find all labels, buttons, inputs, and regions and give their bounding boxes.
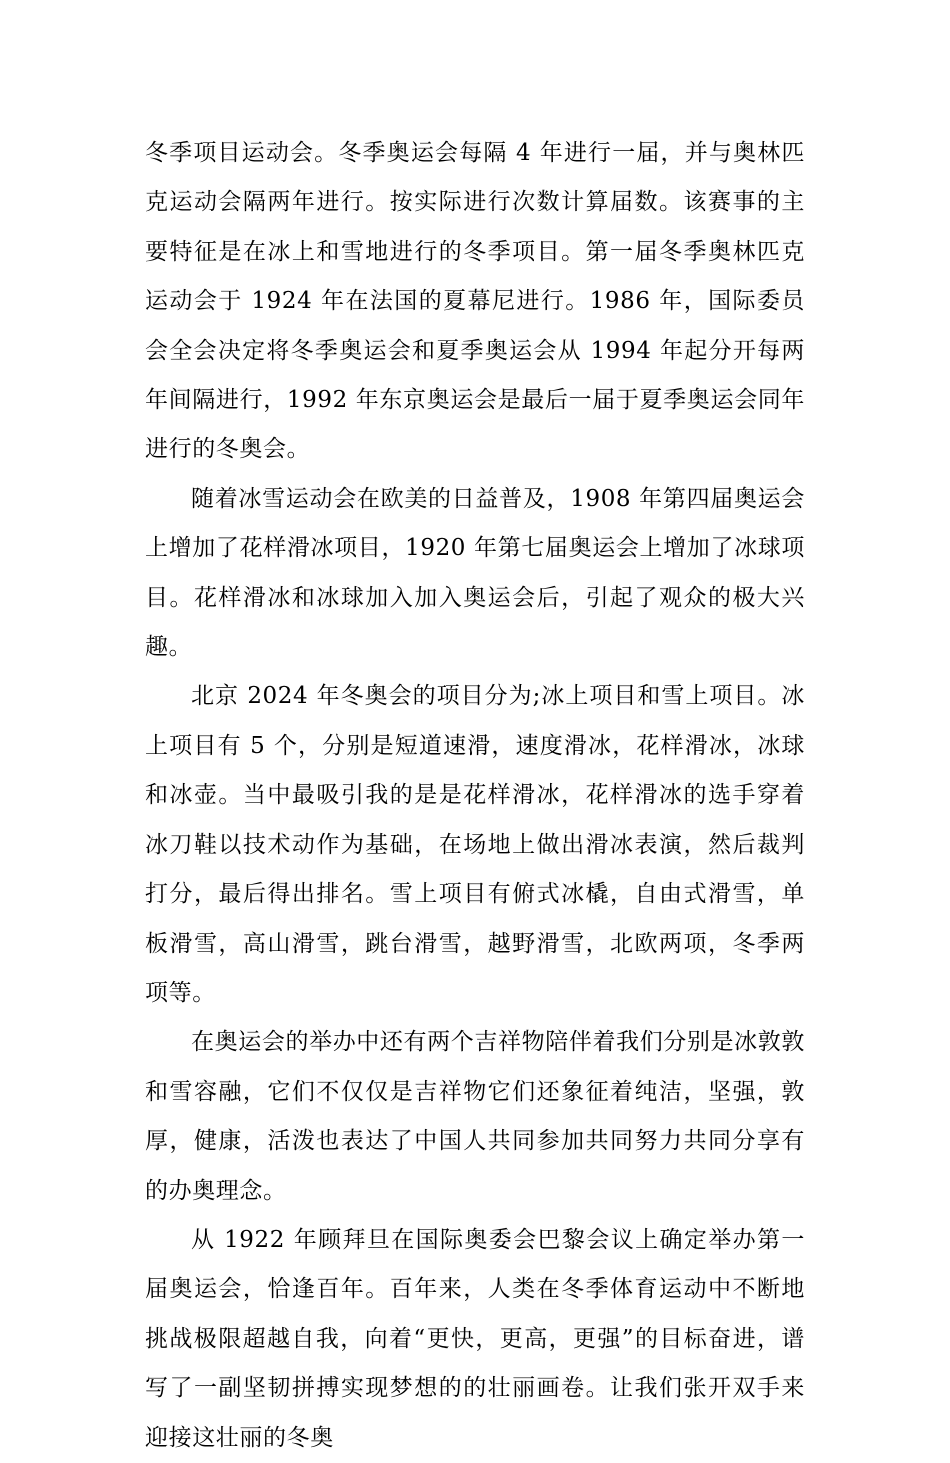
paragraph-beijing-events: 北京 2024 年冬奥会的项目分为;冰上项目和雪上项目。冰上项目有 5 个，分别是短道速滑，速度滑冰，花样滑冰，冰球和冰壶。当中最吸引我的是是花样滑冰，花样滑冰的选手穿着冰刀鞋以技术动作为基础，在场地上做出滑冰表演，然后裁判打分，最后得出排名。雪上项目有俯式冰橇，自由式滑雪，单板滑雪，高山滑雪，跳台滑雪，越野滑雪，北欧两项，冬季两项等。 xyxy=(145,683,805,1006)
paragraph-centennial: 从 1922 年顾拜旦在国际奥委会巴黎会议上确定举办第一届奥运会，恰逢百年。百年来，人类在冬季体育运动中不断地挑战极限超越自我，向着“更快，更高，更强”的目标奋进，谱写了一副坚韧拼搏实现梦想的的壮丽画卷。让我们张开双手来迎接这壮丽的冬奥 xyxy=(145,1226,805,1451)
paragraph-figure-skating-history: 随着冰雪运动会在欧美的日益普及，1908 年第四届奥运会上增加了花样滑冰项目，1920 年第七届奥运会上增加了冰球项目。花样滑冰和冰球加入加入奥运会后，引起了观众的极大兴趣。 xyxy=(145,485,805,661)
paragraph-continuation: 冬季项目运动会。冬季奥运会每隔 4 年进行一届，并与奥林匹克运动会隔两年进行。按实际进行次数计算届数。该赛事的主要特征是在冰上和雪地进行的冬季项目。第一届冬季奥林匹克运动会于 1924 年在法国的夏幕尼进行。1986 年，国际委员会全会决定将冬季奥运会和夏季奥运会从 1994 年起分开每两年间隔进行，1992 年东京奥运会是最后一届于夏季奥运会同年进行的冬奥会。 xyxy=(145,140,805,463)
paragraph-mascots: 在奥运会的举办中还有两个吉祥物陪伴着我们分别是冰敦敦和雪容融，它们不仅仅是吉祥物它们还象征着纯洁，坚强，敦厚，健康，活泼也表达了中国人共同参加共同努力共同分享有的办奥理念。 xyxy=(145,1029,805,1204)
document-body xyxy=(145,129,805,1463)
